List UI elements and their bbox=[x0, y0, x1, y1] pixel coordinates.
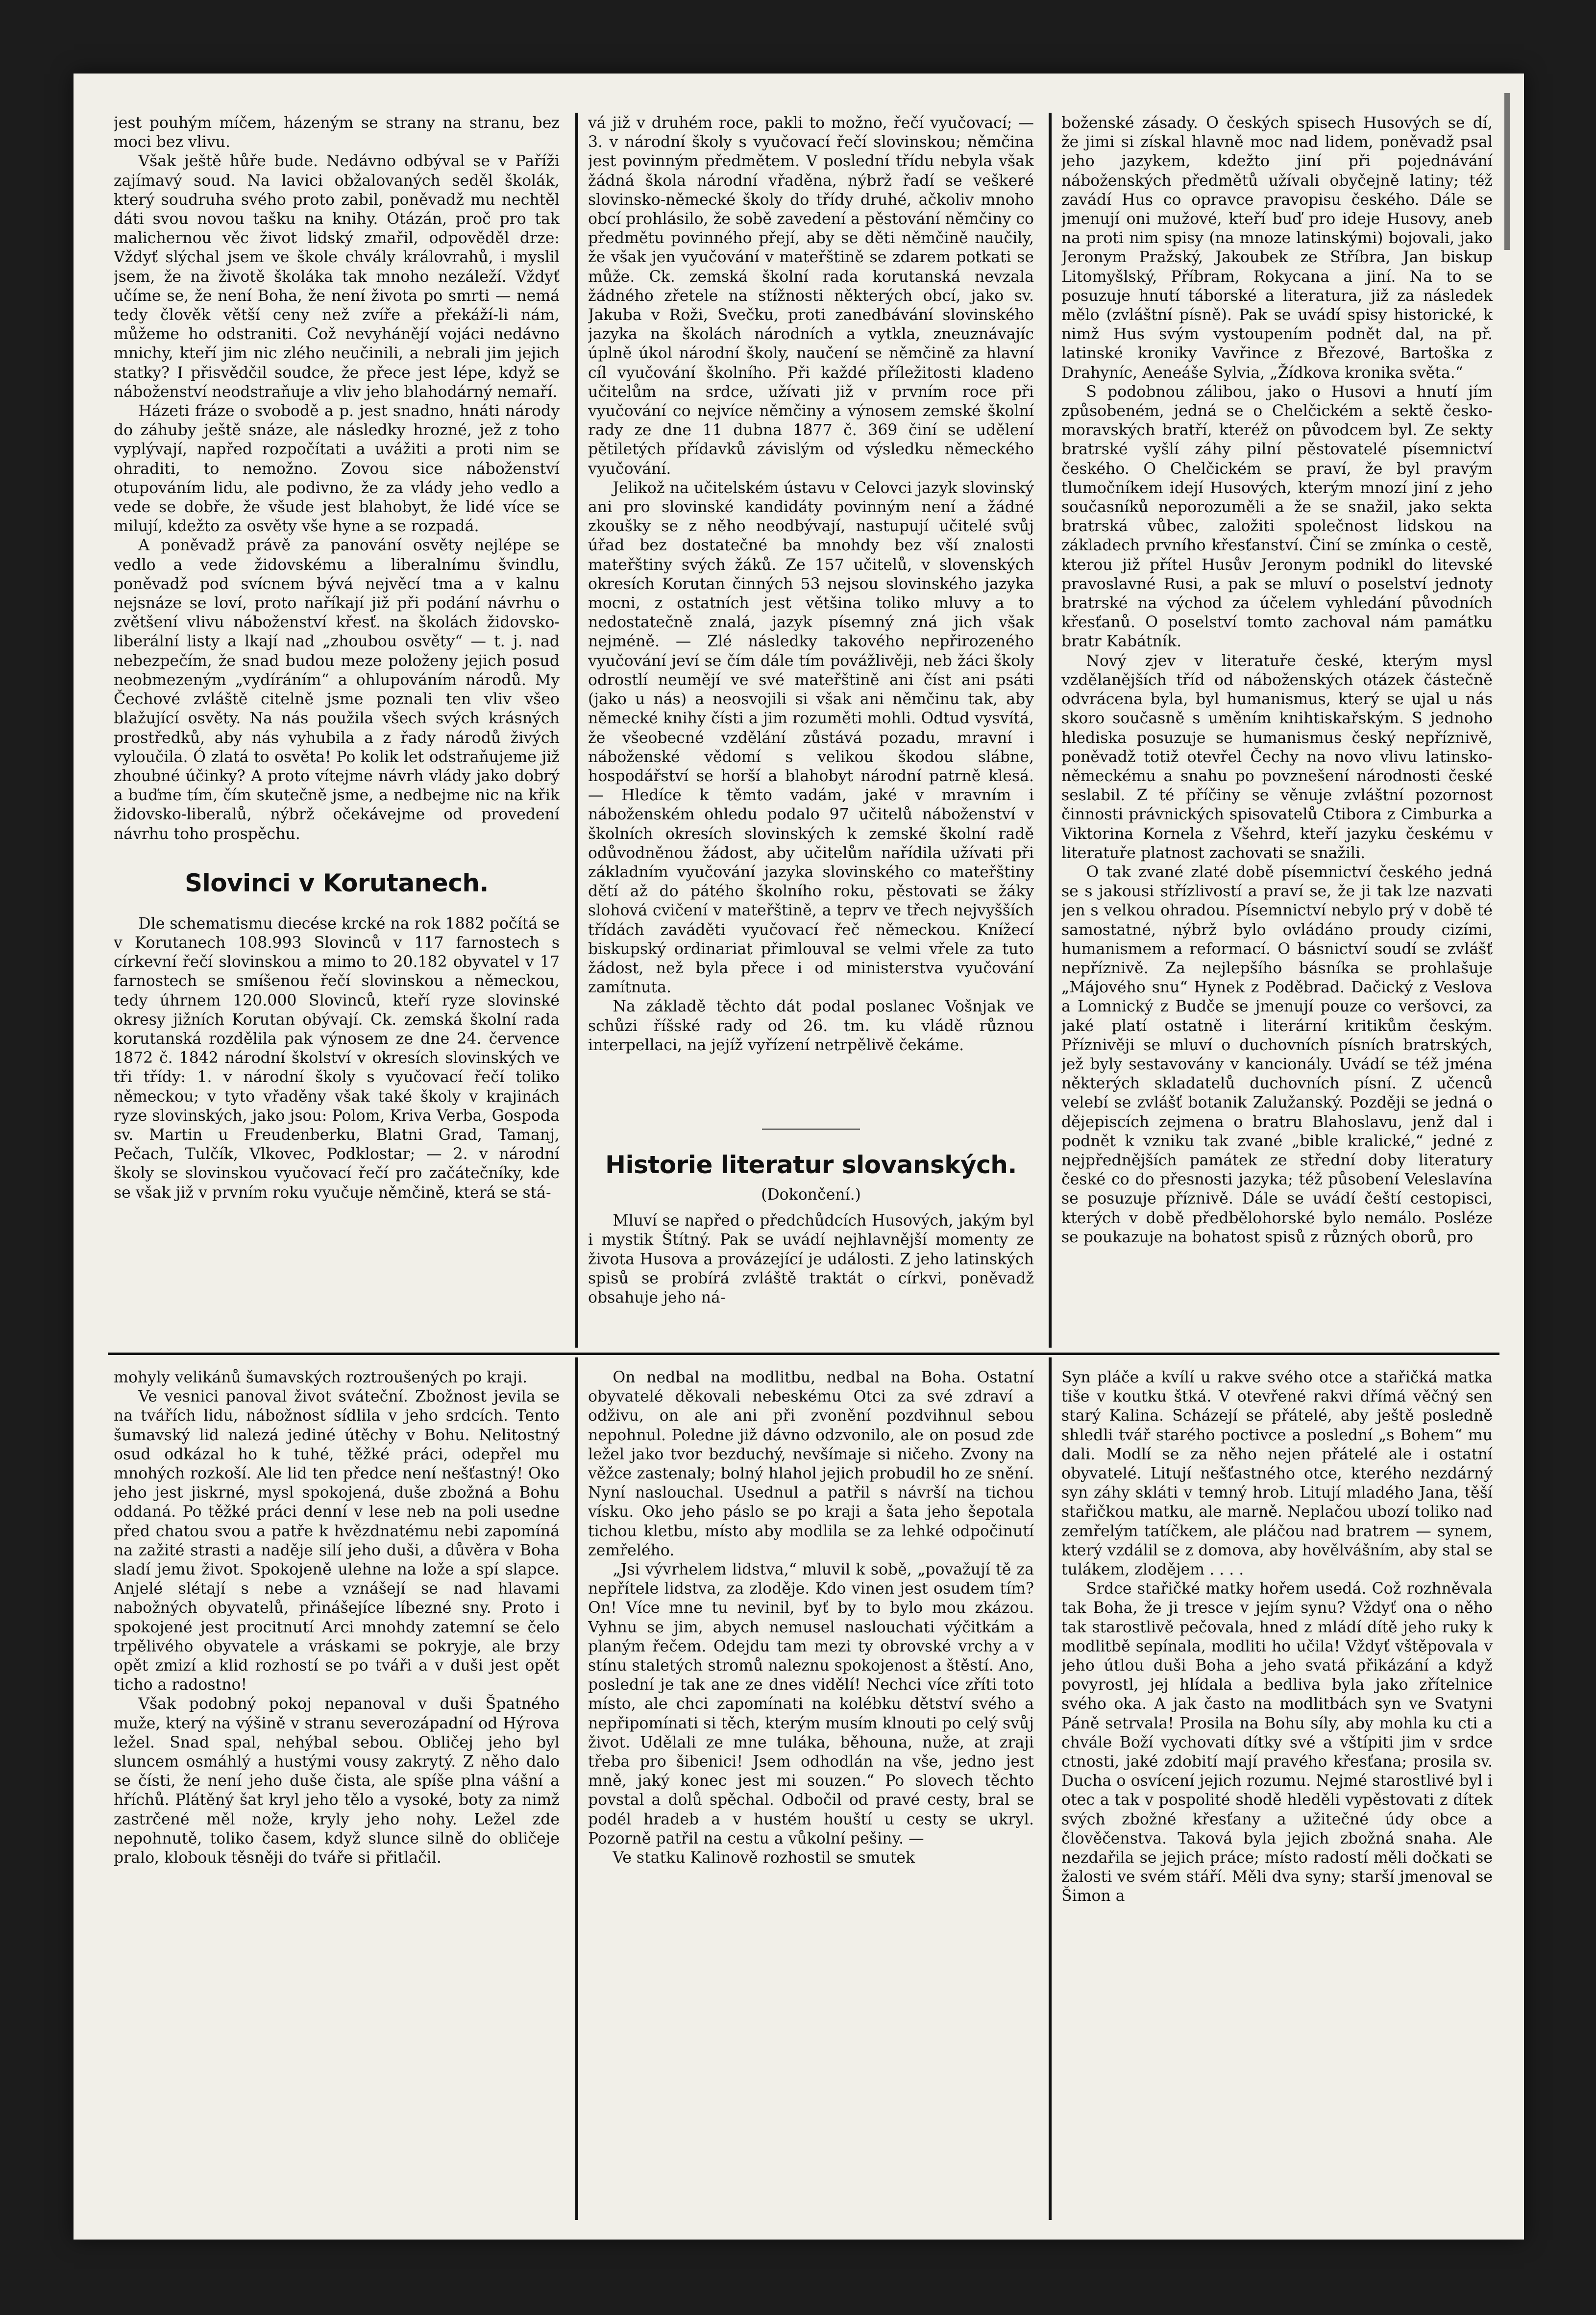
article-paragraph: jest pouhým míčem, házeným se strany na stranu, bez moci bez vlivu. bbox=[114, 114, 560, 151]
article-paragraph: S podobnou zálibou, jako o Husovi a hnutí jím způsobeném, jedná se o Chelčickém a sektě česko-moravských bratří, kteréž on původcem byl. Ze sekty bratrské vyšlí záhy pilní pěstovatelé písemnictví českého. O Chelčickém se praví, že byl pravým tlumočníkem idejí Husových, kterým mnozí jiní z jeho současníků neporozuměli a že se snažil, jako sekta bratrská vůbec, založiti společnost lidskou na základech prvního křesťanství. Činí se zmínka o cestě, kterou již přítel Husův Jeronym podnikl do litevské pravoslavné Rusi, a pak se mluví o poselství jednoty bratrské na východ za účelem vyhledání původních křesťanů. O poselství tomto zachoval nám památku bratr Kabátník. bbox=[1061, 383, 1493, 651]
lower-column-2 bbox=[588, 1368, 1034, 2211]
scan-edge-mark bbox=[1504, 93, 1510, 250]
article-paragraph: Nový zjev v literatuře české, kterým mysl vzdělanějších tříd od náboženských otázek částečně odvrácena byla, byl humanismus, který se ujal u nás skoro současně s uměním knihtiskařským. S jednoho hlediska posuzuje se humanismus český nepříznivě, poněvadž totiž otevřel Čechy na novo vlivu latinsko-německému a snahu po povznešení národnosti české seslabil. Z té příčiny se věnuje zvláštní pozornost činnosti právnických spisovatelů Ctibora z Cimburka a Viktorina Kornela z Všehrd, kteří jazyku českému v literatuře platnost zachovati se snažili. bbox=[1061, 652, 1493, 862]
upper-column-2 bbox=[588, 114, 1034, 1339]
section-rule bbox=[108, 1353, 1499, 1355]
column-rule bbox=[1049, 1357, 1052, 2220]
story-paragraph: Však podobný pokoj nepanoval v duši Špatného muže, který na výšině v stranu severozápadní od Hýrova ležel. Snad spal, nehýbal sebou. Obličej jeho byl sluncem osmáhlý a hustými vousy zakrytý. Z něho dalo se čísti, že není jeho duše čista, ale spíše plna vášní a hříchů. Plátěný šat kryl jeho tělo a vysoké, boty za nimž zastrčené měl nože, kryly jeho nohy. Ležel zde nepohnutě, toliko časem, když slunce silně do obličeje pralo, klobouk těsněji do tváře si přitlačil. bbox=[114, 1695, 560, 1867]
lower-column-3 bbox=[1061, 1368, 1493, 2211]
story-paragraph: Ve vesnici panoval život sváteční. Zbožnost jevila se na tvářích lidu, nábožnost sídlila v jeho srdcích. Tento šumavský lid nalezá jediné útěchy v Bohu. Nelitostný osud odkázal ho k tuhé, těžké práci, odepřel mu mnohých rozkoší. Ale lid ten předce není nešťastný! Oko jeho jest jiskrné, mysl spokojená, duše zbožná a Bohu oddaná. Po těžké práci denní v lese neb na poli usedne před chatou svou a patře k hvězdnatému nebi zapomíná na zažité strasti a naděje silí jeho duši, a důvěra v Boha sladí jemu život. Spokojeně ulehne na lože a spí slapce. Anjelé slétají s nebe a vznášejí se nad hlavami nabožných obyvatelů, přinášejíce líbezné sny. Proto i spokojené jest procitnutí Arci mnohdy zatemní se čelo trpělivého obyvatele a vráskami se pokryje, ale brzy opět zmizí a klid rozhostí se po tváři a v duši jest opět ticho a radostno! bbox=[114, 1388, 560, 1694]
story-paragraph: „Jsi vývrhelem lidstva,“ mluvil k sobě, „považují tě za nepřítele lidstva, za zloděje. Kdo vinen jest osudem tím? On! Více mne tu nevinil, byť by to bylo mou zkázou. Vyhnu se jim, abych nemusel naslouchati výčitkám a planým řečem. Odejdu tam mezi ty obrovské vrchy a v stínu staletých stromů naleznu spokojenost a štěstí. Ano, poslední je tak ane ze dnes vidělí! Nechci více zříti toto místo, ale chci zapomínati na kolébku dětství svého a nepřipomínati si těch, kterým musím klnouti po celý svůj život. Udělali ze mne tuláka, běhouna, nuže, at zraji třeba pro šibenici! Jsem odhodlán na vše, jedno jest mně, jaký konec jest mi souzen.“ Po slovech těchto povstal a dolů spěchal. Odbočil od pravé cesty, bral se podél hradeb a v hustém houští u cesty se ukryl. Pozorně patřil na cestu a vůkolní pešiny. — bbox=[588, 1561, 1034, 1847]
story-paragraph: Srdce stařičké matky hořem usedá. Což rozhněvala tak Boha, že ji tresce v jejím synu? Vždyť ona o něho tak starostlivě pečovala, hned z mládí dítě jeho ruky k modlitbě sepínala, modliti ho učila! Vždyť vštěpovala v jeho útlou duši Boha a jeho svatá přikázání a když povyrostl, jej hlídala a bedliva byla jako zřítelnice svého oka. A jak často na modlitbách syn ve Svatyni Páně setrvala! Prosila na Bohu síly, aby mohla ku cti a chvále Boží vychovati dítky své a vštípiti jim v srdce ctnosti, jaké zdobití mají pravého křesťana; prosila sv. Ducha o osvícení jejich rozumu. Nejmé starostlivé byl i otec a tak v pospolité shodě hleděli vypěstovati z dítek svých zbožné křesťany a užitečné údy obce a člověčenstva. Taková byla jejich zbožná snaha. Ale nezdařila se jejich práce; místo radostí měli dočkati se žalosti ve svém stáří. Měli dva syny; starší jmenoval se Šimon a bbox=[1061, 1580, 1493, 1905]
article-paragraph: vá již v druhém roce, pakli to možno, řečí vyučovací; — 3. v národní školy s vyučovací řečí slovinskou; němčina jest povinným předmětem. V poslední třídu nebyla však žádná škola národní vřaděna, nýbrž řadí se veškeré slovinsko-německé školy do třídy druhé, ačkoliv mnoho obcí prohlásilo, že sobě zavedení a pěstování němčiny co předmětu povinného přejí, aby se děti němčině naučily, že však jen vyučování v mateřštině se zdarem potkati se může. Ck. zemská školní rada korutanská nevzala žádného zřetele na stížnosti některých obcí, jako sv. Jakuba v Roži, Svečku, proti zanedbávání slovinského jazyka na školách národních a vytkla, zneuznávajíc úplně úkol národní školy, naučení se němčině za hlavní cíl vyučování školního. Při každé příležitosti kladeno učitelům na srdce, užívati již v prvním roce při vyučování co nejvíce němčiny a výnosem zemské školní rady ze dne 11 dubna 1877 č. 369 činí se udělení pětiletých přídavků závislým od výsledku německého vyučování. bbox=[588, 114, 1034, 478]
article-paragraph: O tak zvané zlaté době písemnictví českého jedná se s jakousi střízlivostí a praví se, že ji tak lze nazvati jen s velkou ohradou. Písemnictví nebylo prý v době té samostatné, nýbrž bylo ovládáno proudy cizími, humanismem a reformací. O básnictví soudí se zvlášť nepříznivě. Za nejlepšího básníka se prohlašuje „Májového snu“ Hynek z Poděbrad. Dačický z Veslova a Lomnický z Budče se jmenují pouze co veršovci, za jaké platí ostatně i literární kritikům českým. Příznivěji se mluví o duchovních písních bratrských, jež byly sestavovány v kancionály. Uvádí se též jména některých skladatelů duchovních písní. Z učenců velebí se zvlášť botanik Zalužanský. Později se jedná o dějepiscích zejmena o bratru Blahoslavu, jenž dal i podnět k vzniku tak zvané „bible kralické,“ jedné z nejpřednějších památek ze střední doby literatury české co do přesnosti jazyka; též působení Veleslavína se posuzuje příznivě. Dále se uvádí čeští cestopisci, kterých v době předbělohorské bylo nemálo. Posléze se poukazuje na bohatost spisů z různých oborů, pro bbox=[1061, 863, 1493, 1246]
article-paragraph: A poněvadž právě za panování osvěty nejlépe se vedlo a vede židovskému a liberalnímu švindlu, poněvadž pod svícnem bývá nejvěcí tma a v kalnu nejsnáze se loví, proto naříkají již při podání návrhu o zvětšení vlivu náboženství křesť. na školách židovsko-liberální listy a lkají nad „zhoubou osvěty“ — t. j. nad nebezpečím, že snad budou meze položeny jejich posud neobmezeným „vydíráním“ a ohlupováním národů. My Čechové zvláště citelně jsme poznali ten vliv všeo blažující osvěty. Na nás použila všech svých krásných prostředků, aby nás vyhubila a z řady národů živých vyloučila. Ó zlatá to osvěta! Po kolik let odstraňujeme již zhoubné účinky? A proto vítejme návrh vlády jako dobrý a buďme tím, čím skutečně jsme, a nedbejme nic na křik židovsko-liberalů, nýbrž očekávejme od provedení návrhu toho prospěchu. bbox=[114, 537, 560, 843]
article-paragraph: Však ještě hůře bude. Nedávno odbýval se v Paříži zajímavý soud. Na lavici obžalovaných seděl školák, který soudruha svého proto zabil, poněvadž mu nechtěl dáti svou novou tašku na knihy. Otázán, proč pro tak malichernou věc život lidský zmařil, odpověděl drze: Vždyť slýchal jsem ve škole chvály královrahů, i myslil jsem, že na životě školáka tak mnoho nezáleží. Vždyť učíme se, že není Boha, že není života po smrti — nemá tedy člověk větší ceny než zvíře a překáží-li nám, můžeme ho odstraniti. Což nevyhánějí vojáci nedávno mnichy, kteří jim nic zlého neučinili, a nebrali jim jejich statky? I přisvědčil soudce, že přece jest lépe, když se náboženství neodstraňuje a vliv jeho blahodárný nemaří. bbox=[114, 152, 560, 401]
upper-column-1 bbox=[114, 114, 560, 1339]
article-paragraph: boženské zásady. O českých spisech Husových se dí, že jimi si získal hlavně moc nad lidem, poněvadž psal jeho jazykem, kdežto jiní při pojednávání náboženských předmětů užívali obyčejně latiny; též zavádí Hus co opravce pravopisu českého. Dále se jmenují oni mužové, kteří buď pro ideje Husovy, aneb na proti nim spisy (na mnoze latinskými) bojovali, jako Jeronym Pražský, Jakoubek ze Stříbra, Jan biskup Litomyšlský, Příbram, Rokycana a jiní. Na to se posuzuje hnutí táborské a literatura, již za následek mělo (zvláštní písně). Pak se uvádí spisy historické, k nimž Hus svým vystoupením podnět dal, na př. latinské kroniky Vavřince z Březové, Bartoška z Drahyníc, Aeneáše Sylvia, „Žídkova kronika světa.“ bbox=[1061, 114, 1493, 382]
article-heading-historie: Historie literatur slovanských. bbox=[605, 1150, 1017, 1179]
story-paragraph: mohyly velikánů šumavských roztroušených po kraji. bbox=[114, 1369, 528, 1386]
section-separator bbox=[762, 1129, 860, 1130]
article-subheading: (Dokončení.) bbox=[761, 1185, 861, 1204]
article-paragraph: Na základě těchto dát podal poslanec Vošnjak ve schůzi říšské rady od 26. tm. ku vládě různou interpellaci, na jejíž vyřízení netrpělivě čekáme. bbox=[588, 998, 1034, 1054]
article-paragraph: Jelikož na učitelském ústavu v Celovci jazyk slovinský ani pro slovinské kandidáty povinným není a žádné zkoušky se z něho neodbývají, nastupují učitelé svůj úřad bez dostatečné ba mnohdy bez vší znalosti mateřštiny svých žáků. Ze 157 učitelů, v slovenských okresích Korutan činných 53 nejsou slovinského jazyka mocni, z ostatních jest většina toliko mluvy a to nedostatečně znalá, jazyk písemný zná jich však nejméně. — Zlé následky takového nepřirozeného vyučování jeví se čím dále tím povážlivěji, neb žáci školy odrostlí neumějí ve své mateřštině ani číst ani psáti (jako u nás) a neosvojili si však ani němčinu tak, aby německé knihy čísti a jim rozuměti mohli. Odtud vysvítá, že všeobecné vzdělání zůstává pozadu, mravní i náboženské vědomí s velikou škodou slábne, hospodářství se horší a blahobyt národní patrně klesá. — Hledíce k těmto vadám, jaké v mravním i náboženském ohledu podalo 97 učitelů náboženství v školních okresích slovinských k zemské školní radě odůvodněnou žádost, aby učitelům nařídila užívati při základním vyučování jazyka slovinského co mateřštiny dětí až do pátého školního roku, pěstovati se žáky slohová cvičení v mateřštině, a teprv ve třech nejvyšších třídách zaváděti vyučovací řeč německou. Knížecí biskupský ordinariat přimlouval se velmi vřele za tuto žádost, než byla přece i od ministerstva vyučování zamítnuta. bbox=[588, 479, 1034, 997]
story-paragraph: On nedbal na modlitbu, nedbal na Boha. Ostatní obyvatelé děkovali nebeskému Otci za své zdraví a odživu, on ale ani při zvonění pozdvihnul sebou nepohnul. Poledne již dávno odzvonilo, ale on posud zde ležel jako tvor bezduchý, nevšímaje si ničeho. Zvony na věžce zastenaly; bolný hlahol jejich probudil ho ze snění. Nyní naslouchal. Usednul a patřil s návrší na tichou vísku. Oko jeho páslo se po kraji a šata jeho šepotala tichou kletbu, místo aby modlila se za lehké odpočinutí zemřelého. bbox=[588, 1369, 1034, 1559]
story-paragraph: Ve statku Kalinově rozhostil se smutek bbox=[613, 1849, 915, 1867]
column-rule bbox=[575, 1357, 578, 2220]
column-rule bbox=[1049, 113, 1052, 1348]
article-paragraph: Dle schematismu diecése krcké na rok 1882 počítá se v Korutanech 108.993 Slovinců v 117 farnostech s církevní řečí slovinskou a mimo to 20.182 obyvatel v 17 farnostech se smíšenou řečí slovinskou a německou, tedy úhrnem 120.000 Slovinců, kteří ryze slovinské okresy jižních Korutan obývají. Ck. zemská školní rada korutanská rozdělila pak výnosem ze dne 24. července 1872 č. 1842 národní školství v okresích slovinských ve tři třídy: 1. v národní školy s vyučovací řečí toliko německou; v tyto vřaděny však také školy v krajinách ryze slovinských, jako jsou: Polom, Kriva Verba, Gospoda sv. Martin u Freudenberku, Blatni Grad, Tamanj, Pečach, Tulčík, Vlkovec, Podklostar; — 2. v národní školy se slovinskou vyučovací řečí pro začátečníky, kde se však již v prvním roku vyučuje němčině, která se stá- bbox=[114, 914, 560, 1202]
lower-column-1 bbox=[114, 1368, 560, 2211]
story-paragraph: Syn pláče a kvílí u rakve svého otce a stařičká matka tiše v koutku štká. V otevřené rakvi dřímá věčný sen starý Kalina. Scházejí se přátelé, aby ještě posledně shledli tvář starého poctivce a poslední „s Bohem“ mu dali. Modlí se za něho nejen přátelé ale i ostatní obyvatelé. Litují nešťastného otce, kterého nezdárný syn záhy skláti v temný hrob. Litují mladého Jana, těší stařičkou matku, ale marně. Neplačou ubozí toliko nad zemřelým tatíčkem, ale pláčou nad bratrem — synem, který vzdálil se z domova, aby hovělvášním, aby stal se tulákem, zlodějem . . . . bbox=[1061, 1369, 1493, 1579]
newspaper-page bbox=[74, 74, 1524, 2240]
article-paragraph: Mluví se napřed o předchůdcích Husových, jakým byl i mystik Štítný. Pak se uvádí nejhlavnější momenty ze života Husova a provázející je události. Z jeho latinských spisů se probírá zvláště traktát o církvi, poněvadž obsahuje jeho ná- bbox=[588, 1212, 1034, 1306]
upper-column-3 bbox=[1061, 114, 1493, 1339]
article-paragraph: Házeti fráze o svobodě a p. jest snadno, hnáti národy do záhuby ještě snáze, ale následky hrozné, jež z toho vyplývají, napřed rozpočítati a uvážiti a proti nim se ohraditi, to nemožno. Zovou sice náboženství otupováním lidu, ale podivno, že za vlády jeho vedlo a vede se dobře, že všude jest blahobyt, že lidé více se milují, kdežto za osvěty vše hyne a se rozpadá. bbox=[114, 402, 560, 536]
article-heading-slovinci: Slovinci v Korutanech. bbox=[185, 868, 489, 897]
column-rule bbox=[575, 113, 578, 1348]
